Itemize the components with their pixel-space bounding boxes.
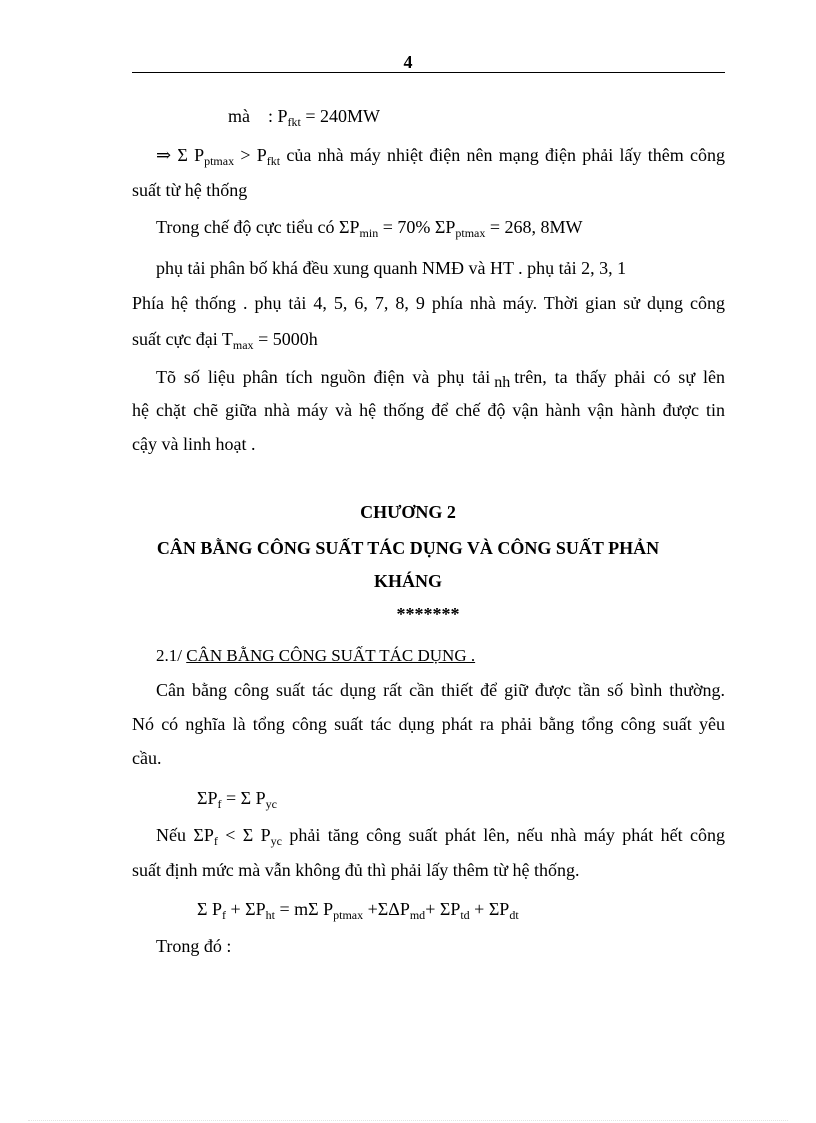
chapter-separator: ******* xyxy=(396,604,460,624)
paragraph-line: hệ chặt chẽ giữa nhà máy và hệ thống để chế độ vận hành vận hành được tin xyxy=(132,400,725,420)
paragraph-line: Trong đó : xyxy=(156,936,232,956)
min-mode-line: Trong chế độ cực tiểu có $\Sigma P_{min} = 70\%$ $\Sigma P_{ptmax} = 268$, 8MW xyxy=(156,217,583,240)
balance-equation: $\Sigma P_f = \Sigma$ $P_{yc}$ xyxy=(197,788,277,811)
paragraph-line: ⇒ Σ $P_{ptmax} > P_{fkt}$ của nhà máy nhiệt điện nên mạng điện phải lấy thêm công xyxy=(156,145,725,168)
page-bottom-border xyxy=(28,1120,788,1121)
paragraph-line: Phía hệ thống . phụ tải 4, 5, 6, 7, 8, 9 phía nhà máy. Thời gian sử dụng công xyxy=(132,293,725,313)
section-heading: 2.1/ CÂN BẰNG CÔNG SUẤT TÁC DỤNG . xyxy=(156,646,476,665)
chapter-title: CÂN BẰNG CÔNG SUẤT TÁC DỤNG VÀ CÔNG SUẤT PHẢN xyxy=(156,538,660,558)
paragraph-line: Tõ số liệu phân tích nguồn điện và phụ tải nh trên, ta thấy phải có sự lên xyxy=(156,367,725,391)
load-distribution-line: phụ tải phân bố khá đều xung quanh NMĐ và HT . phụ tải 2, 3, 1 xyxy=(156,258,627,278)
tmax-line: suất cực đại $T_{max} = 5000h$ xyxy=(132,329,318,352)
chapter-title: KHÁNG xyxy=(373,571,442,591)
page-number: 4 xyxy=(403,52,413,72)
paragraph-line: suất từ hệ thống xyxy=(132,180,248,200)
power-capacity-line: mà : $P_{fkt} = 240MW$ xyxy=(228,106,381,129)
paragraph-line: suất định mức mà vẫn không đủ thì phải lấy thêm từ hệ thống. xyxy=(132,860,580,880)
paragraph-line: Cân bằng công suất tác dụng rất cần thiết để giữ được tần số bình thường. xyxy=(156,680,725,700)
paragraph-line: Nó có nghĩa là tổng công suất tác dụng phát ra phải bằng tổng công suất yêu xyxy=(132,714,725,734)
paragraph-line: cậy và linh hoạt . xyxy=(132,434,256,454)
chapter-label: CHƯƠNG 2 xyxy=(360,502,456,522)
paragraph-line: Nếu $\Sigma P_f < \Sigma$ $P_{yc}$ phải tăng công suất phát lên, nếu nhà máy phát hết công xyxy=(156,825,726,848)
header-divider xyxy=(132,72,725,73)
power-balance-equation: Σ $P_f + \Sigma P_{ht} = m\Sigma$ $P_{ptmax} +\Sigma\Delta P_{md}+ \Sigma P_{td} + \Sigma P_{dt}$ xyxy=(197,899,519,922)
paragraph-line: cầu. xyxy=(132,748,162,768)
